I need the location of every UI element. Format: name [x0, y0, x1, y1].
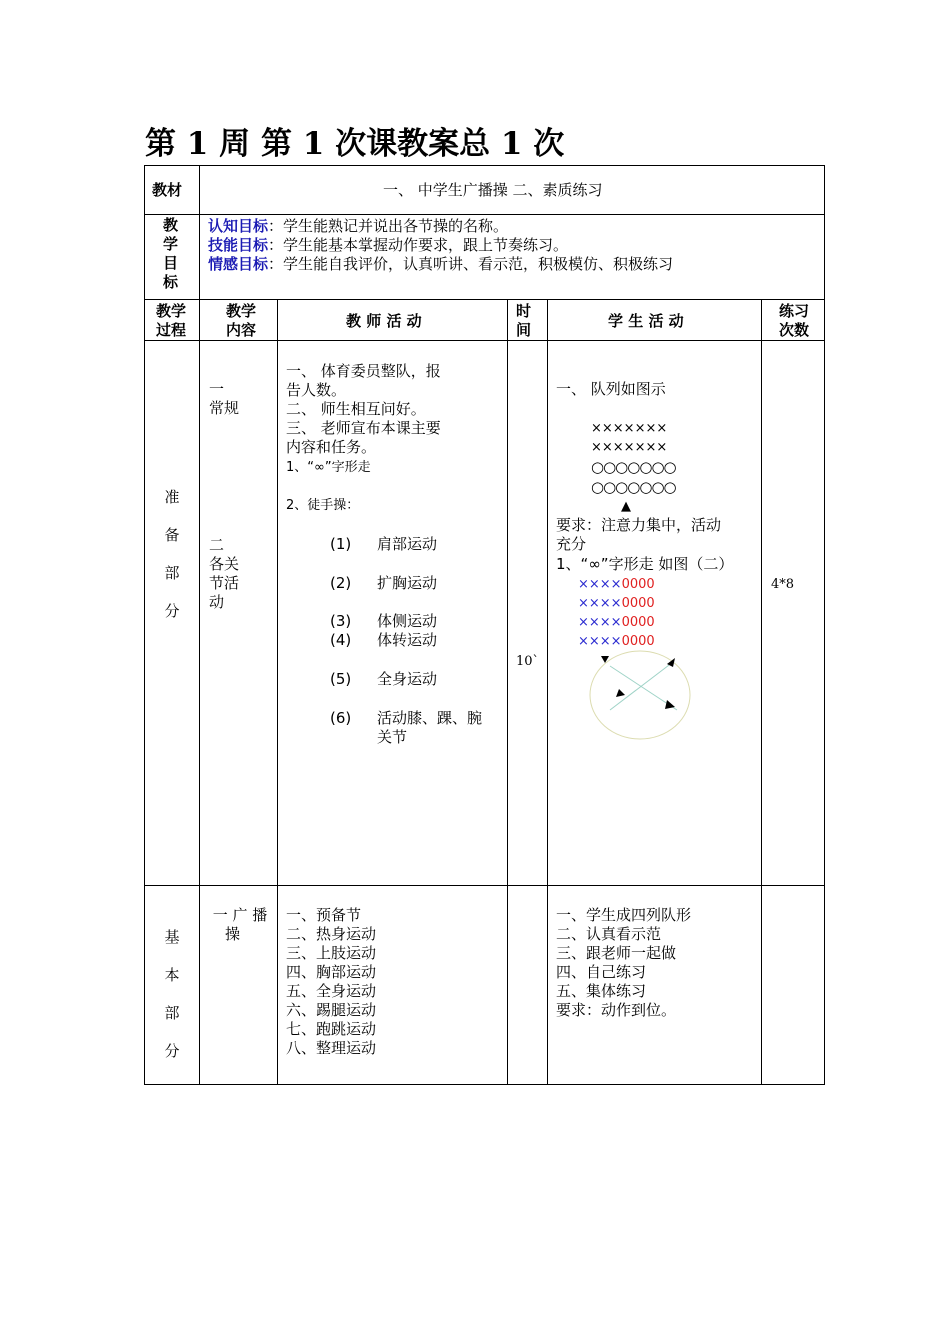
- header-teacher: 教 师 活 动: [346, 312, 422, 330]
- prep-student-requirement: 要求：注意力集中，活动 充分: [556, 516, 722, 553]
- exercise-3: (3) 体侧运动: [330, 612, 438, 630]
- goal-emotion: 情感目标：学生能自我评价，认真听讲、看示范，积极模仿、积极练习: [208, 255, 674, 273]
- header-student: 学 生 活 动: [608, 312, 684, 330]
- header-time: 时 间: [516, 302, 532, 339]
- label-goals: 教 学 目 标: [163, 216, 179, 291]
- walk-lanes: [578, 575, 655, 651]
- goal-cognitive: 认知目标：学生能熟记并说出各节操的名称。: [208, 217, 509, 235]
- diagonal-2: [610, 662, 673, 710]
- lane-1: ××××0000: [578, 577, 655, 592]
- section-basic: 基 本 部 分: [164, 928, 180, 1060]
- lane-3: ××××0000: [578, 615, 655, 630]
- teacher-position-icon: ▲: [621, 499, 631, 514]
- basic-teacher-list: 一、预备节 二、热身运动 三、上肢运动 四、胸部运动 五、全身运动 六、踢腿运动 七、跑跳运动 八、整理运动: [286, 906, 377, 1057]
- formation-x-rows: ××××××× ×××××××: [591, 421, 668, 455]
- arrow-down-icon: [601, 656, 609, 663]
- exercise-2: (2) 扩胸运动: [330, 574, 438, 592]
- figure-eight-diagram: [585, 648, 700, 743]
- prep-time: 10`: [516, 654, 540, 669]
- prep-walk: 1、“∞”字形走: [286, 460, 371, 475]
- header-content: 教学 内容: [225, 302, 256, 339]
- jiaocai-content: 一、 中学生广播操 二、素质练习: [383, 181, 603, 199]
- goal-skill: 技能目标：学生能基本掌握动作要求，跟上节奏练习。: [208, 236, 569, 254]
- header-reps: 练习 次数: [778, 302, 809, 339]
- formation-o-rows: ○○○○○○○ ○○○○○○○: [591, 458, 676, 496]
- prep-student-formation-label: 一、 队列如图示: [556, 380, 666, 398]
- exercise-1: (1) 肩部运动: [330, 535, 438, 553]
- arrow-up-left-icon: [616, 689, 625, 697]
- exercise-4: (4) 体转运动: [330, 631, 438, 649]
- exercise-6-cont: 关节: [377, 728, 408, 746]
- exercise-5: (5) 全身运动: [330, 670, 438, 688]
- section-prep: 准 备 部 分: [164, 488, 180, 620]
- lane-4: ××××0000: [578, 634, 655, 649]
- prep-freehand: 2、徒手操：: [286, 498, 360, 513]
- basic-student-list: 一、学生成四列队形 二、认真看示范 三、跟老师一起做 四、自己练习 五、集体练习 要求：动作到位。: [556, 906, 692, 1019]
- label-jiaocai: 教材: [152, 181, 183, 199]
- page-title: 第 1 周 第 1 次课教案总 1 次: [145, 126, 565, 162]
- lane-2: ××××0000: [578, 596, 655, 611]
- walk-circle: [590, 651, 690, 739]
- exercise-6: (6) 活动膝、踝、腕: [330, 709, 483, 727]
- prep-reps: 4*8: [771, 577, 795, 592]
- prep-content-routine: 一 常规: [209, 380, 240, 417]
- basic-content: 一 广 播 操: [212, 906, 268, 943]
- header-process: 教学 过程: [155, 302, 186, 339]
- walk-figure-label: 1、“∞”字形走 如图（二）: [556, 555, 734, 573]
- prep-content-joints: 二 各关 节活 动: [209, 536, 240, 611]
- prep-teacher-routine: 一、 体育委员整队，报 告人数。 二、 师生相互问好。 三、 老师宣布本课主要 内容和任务。: [286, 362, 441, 456]
